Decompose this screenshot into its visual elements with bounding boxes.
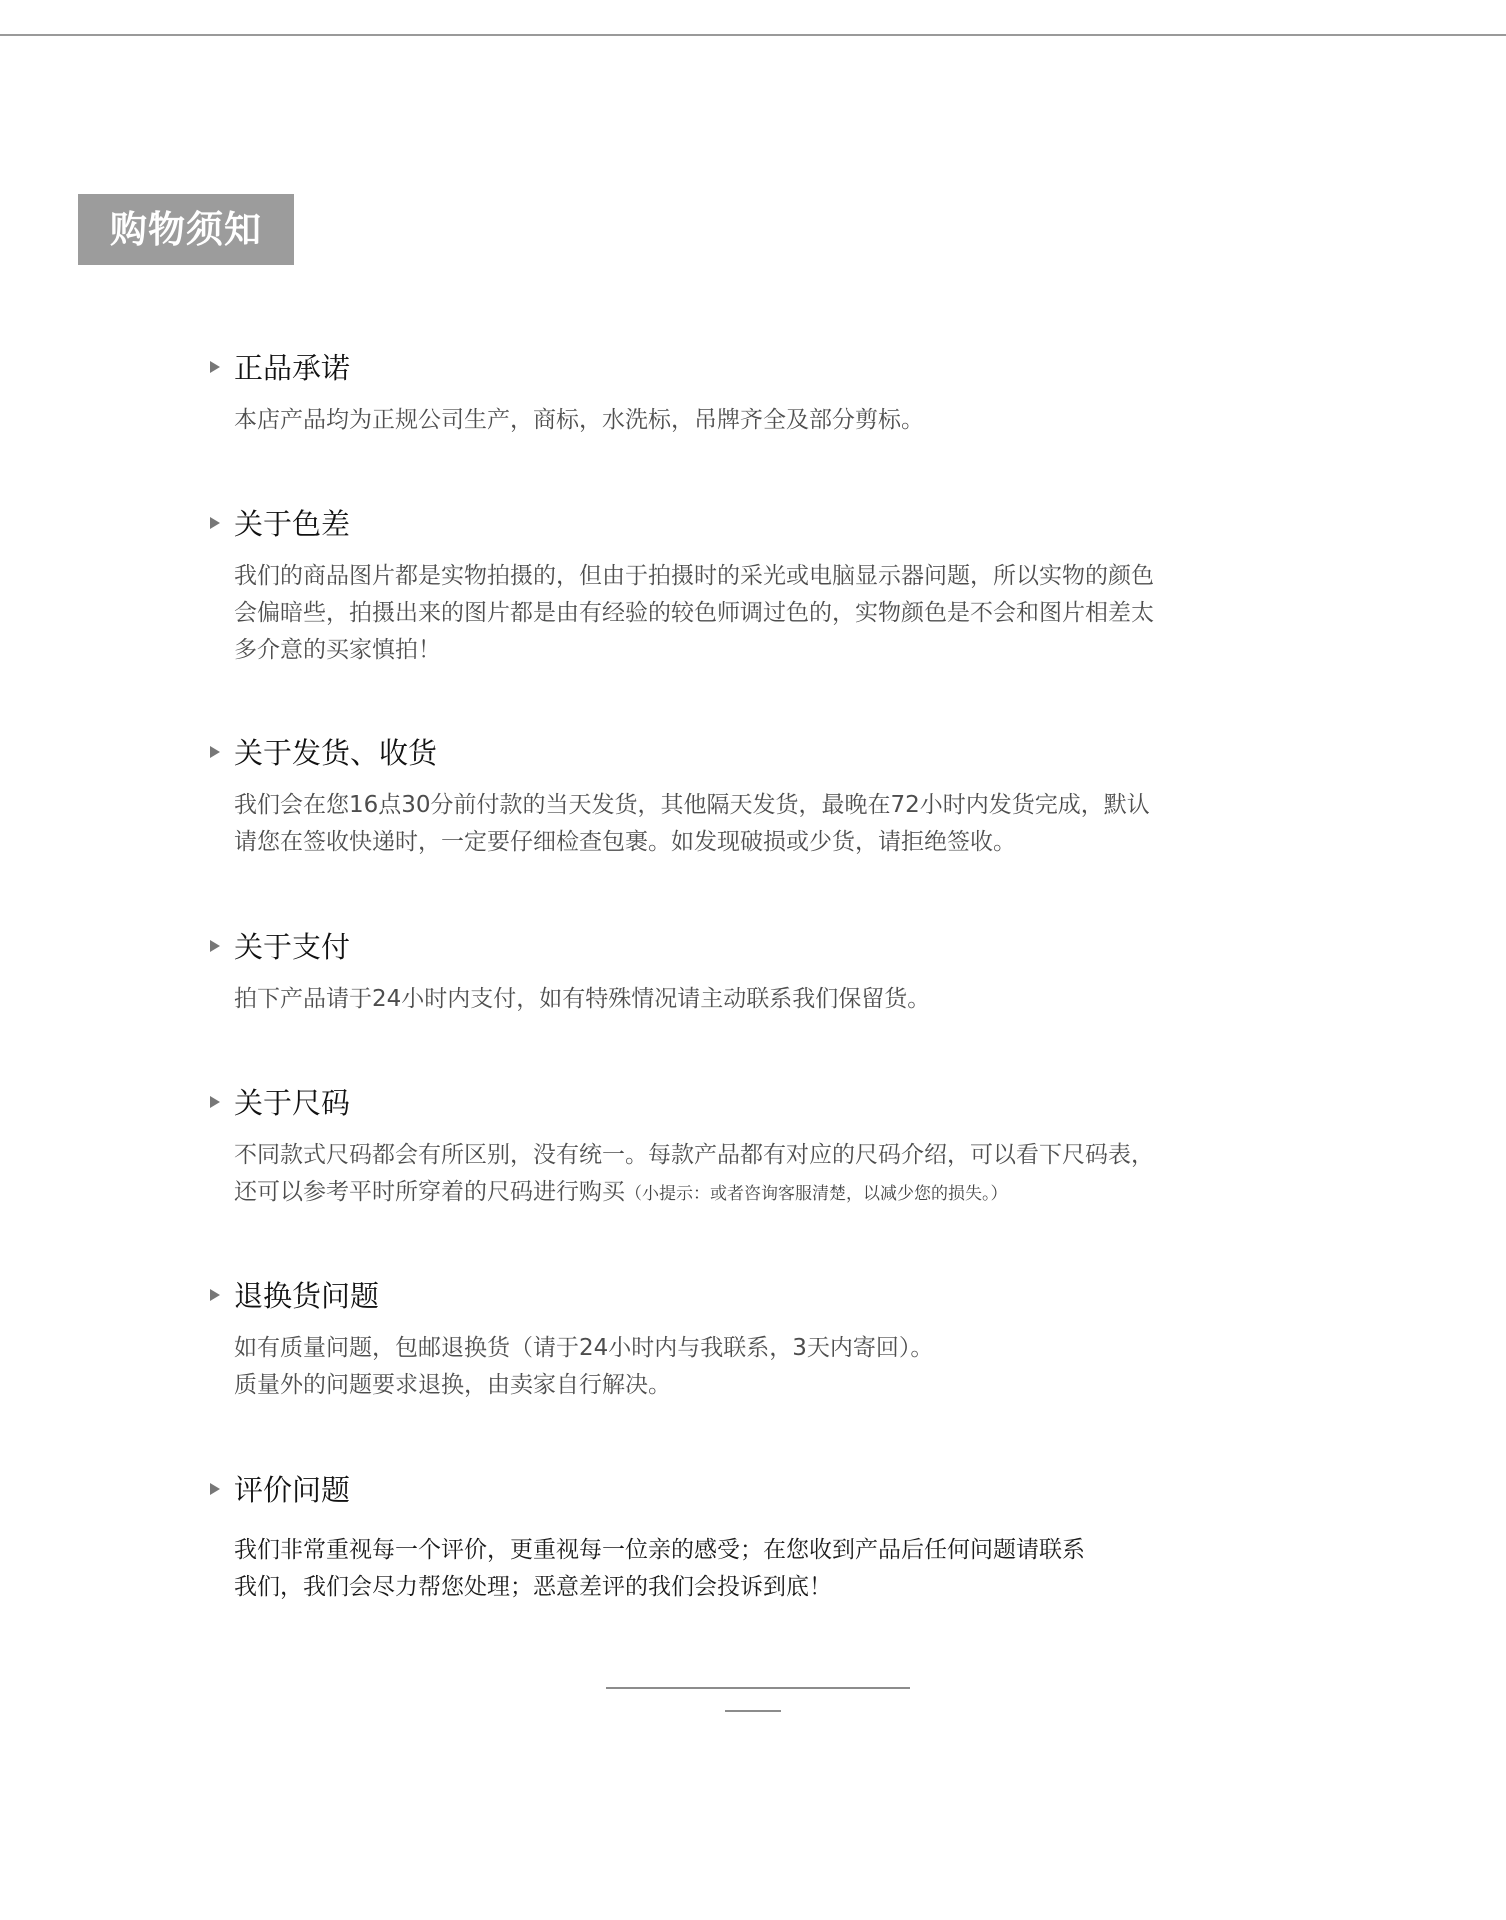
- section-reviews: [210, 1470, 1290, 1606]
- section-body: [234, 1330, 1294, 1404]
- section-body: [234, 787, 1294, 861]
- body-line: [234, 1174, 1294, 1213]
- section-body: [234, 1137, 1294, 1213]
- body-line: 如有质量问题，包邮退换货（请于24小时内与我联系，3天内寄回）。: [234, 1335, 934, 1361]
- triangle-bullet-icon: [210, 517, 220, 529]
- body-line: 多介意的买家慎拍！: [234, 637, 441, 663]
- section-sizing: [210, 1083, 1290, 1213]
- section-authenticity: [210, 348, 1290, 439]
- section-shipping: [210, 733, 1290, 861]
- triangle-bullet-icon: [210, 746, 220, 758]
- body-line: 会偏暗些，拍摄出来的图片都是由有经验的较色师调过色的，实物颜色是不会和图片相差太: [234, 600, 1154, 626]
- triangle-bullet-icon: [210, 361, 220, 373]
- size-hint: （小提示：或者咨询客服清楚，以减少您的损失。）: [625, 1184, 1008, 1204]
- body-line: 拍下产品请于24小时内支付，如有特殊情况请主动联系我们保留货。: [234, 986, 931, 1012]
- section-title: 退换货问题: [234, 1279, 380, 1313]
- body-line: 请您在签收快递时，一定要仔细检查包裹。如发现破损或少货，请拒绝签收。: [234, 829, 1016, 855]
- section-color-difference: [210, 504, 1290, 669]
- body-line: 我们的商品图片都是实物拍摄的，但由于拍摄时的采光或电脑显示器问题，所以实物的颜色: [234, 563, 1154, 589]
- section-title: 正品承诺: [234, 351, 351, 385]
- section-returns: [210, 1276, 1290, 1404]
- body-line: 我们非常重视每一个评价，更重视每一位亲的感受；在您收到产品后任何问题请联系: [234, 1537, 1085, 1563]
- triangle-bullet-icon: [210, 940, 220, 952]
- body-line: 不同款式尺码都会有所区别，没有统一。每款产品都有对应的尺码介绍，可以看下尺码表，: [234, 1142, 1154, 1168]
- top-divider: [0, 34, 1506, 36]
- body-line-text: 还可以参考平时所穿着的尺码进行购买: [234, 1179, 625, 1205]
- body-line: 质量外的问题要求退换，由卖家自行解决。: [234, 1372, 671, 1398]
- body-line: 本店产品均为正规公司生产，商标，水洗标，吊牌齐全及部分剪标。: [234, 407, 924, 433]
- body-line: 我们会在您16点30分前付款的当天发货，其他隔天发货，最晚在72小时内发货完成，默认: [234, 792, 1150, 818]
- section-body: [234, 402, 1294, 439]
- bottom-divider-long: [606, 1687, 910, 1689]
- bottom-divider-short: [725, 1710, 781, 1712]
- page-title: 购物须知: [78, 194, 294, 265]
- section-body: [234, 558, 1294, 669]
- triangle-bullet-icon: [210, 1289, 220, 1301]
- triangle-bullet-icon: [210, 1483, 220, 1495]
- triangle-bullet-icon: [210, 1096, 220, 1108]
- section-title: 评价问题: [234, 1473, 351, 1507]
- section-payment: [210, 927, 1290, 1018]
- body-line: 我们，我们会尽力帮您处理；恶意差评的我们会投诉到底！: [234, 1574, 832, 1600]
- section-body: [234, 1532, 1294, 1606]
- section-title: 关于色差: [234, 507, 351, 541]
- section-title: 关于支付: [234, 930, 351, 964]
- section-title: 关于发货、收货: [234, 736, 438, 770]
- section-body: [234, 981, 1294, 1018]
- section-title: 关于尺码: [234, 1086, 351, 1120]
